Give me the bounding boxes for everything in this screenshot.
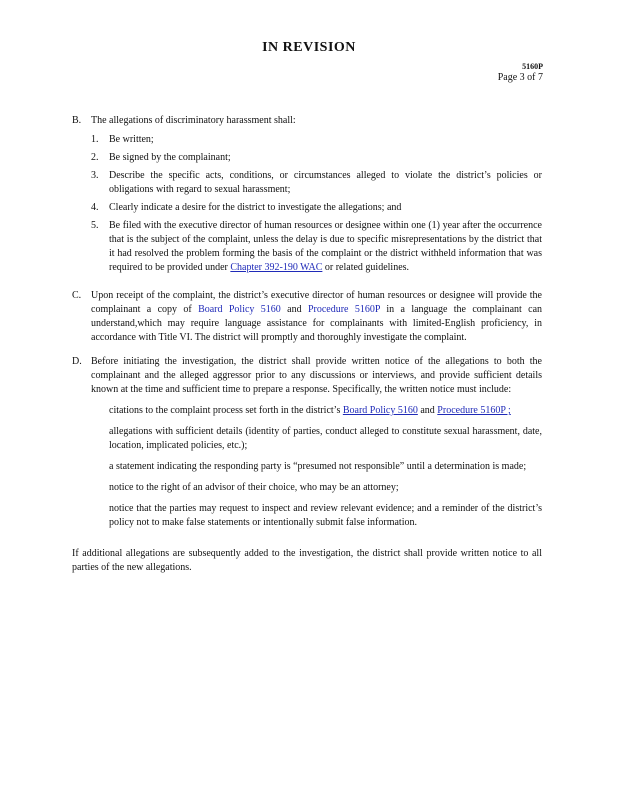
list-item [91, 460, 542, 474]
list-item [91, 169, 542, 197]
procedure-link[interactable]: Procedure 5160P [307, 304, 381, 315]
revision-heading: IN REVISION [262, 40, 356, 55]
list-item [91, 404, 542, 418]
list-item [91, 201, 542, 215]
list-item [91, 502, 542, 530]
notice-contents-list [91, 404, 542, 530]
bullet-icon [91, 481, 109, 495]
requirements-list [91, 133, 542, 275]
list-item [91, 481, 542, 495]
board-policy-link[interactable]: Board Policy 5160 [342, 405, 418, 416]
item-text: allegations with sufficient details (identity of parties, conduct alleged to constitute sexual harassment, date, location, implicated policies, etc.); [109, 426, 542, 451]
item-text: a statement indicating the responding party is “presumed not responsible” until a determination is made; [109, 461, 527, 472]
item-text: Describe the specific acts, conditions, or circumstances alleged to violate the district’s policies or obligations with regard to sexual harassment; [109, 170, 542, 195]
item-text: notice to the right of an advisor of their choice, who may be an attorney; [109, 482, 399, 493]
section-c-text: Upon receipt of the complaint, the district’s executive director of human resources or designee will provide the complainant a copy of [91, 290, 542, 315]
section-label: D. [72, 356, 82, 367]
item-number: 5. [91, 220, 99, 231]
bullet-icon [91, 404, 109, 418]
list-item [91, 133, 542, 147]
conjunction-text: and [287, 304, 302, 315]
section-label: B. [72, 115, 82, 126]
item-text: Be filed with the executive director of human resources or designee within one (1) year after the occurrence that is the subject of the complaint, unless the delay is due to specific misrepresentations by the district that it had resolved the problem forming the basis of the complaint or the district withheld information that was required to be provided under [109, 220, 542, 273]
section-c-text-cont: in a language the complainant can understand,which may require language assistance for complainants with limited-English proficiency, in accordance with Title VI. The district will promptly and thoroughly investigate the complaint. [91, 304, 543, 343]
closing-paragraph: If additional allegations are subsequently added to the investigation, the district shall provide written notice to all parties of the new allegations. [72, 548, 542, 573]
item-text: citations to the complaint process set forth in the district’s [109, 405, 341, 416]
conjunction-text: and [420, 405, 435, 416]
section-d [72, 355, 542, 537]
bullet-icon [91, 502, 109, 530]
item-text-tail: or related guidelines. [324, 262, 410, 273]
document-body [72, 114, 542, 575]
item-number: 1. [91, 134, 99, 145]
item-text: Clearly indicate a desire for the district to investigate the allegations; and [109, 202, 402, 213]
procedure-code: 5160P [522, 62, 543, 71]
wac-chapter-link[interactable]: Chapter 392-190 WAC [230, 262, 323, 273]
board-policy-link[interactable]: Board Policy 5160 [198, 304, 281, 315]
section-b-intro: The allegations of discriminatory harassment shall: [91, 115, 296, 126]
item-number: 4. [91, 202, 99, 213]
bullet-icon [91, 425, 109, 453]
section-c [72, 289, 542, 345]
section-d-intro: Before initiating the investigation, the district shall provide written notice of the allegations to both the complainant and the alleged aggressor prior to any discussions or interviews, and provide sufficient details known at the time and sufficient time to prepare a response. Specifically, the written notice must include: [91, 356, 542, 395]
section-label: C. [72, 290, 82, 301]
item-text: notice that the parties may request to inspect and review relevant evidence; and a reminder of the district’s policy not to make false statements or intentionally submit false information. [109, 503, 542, 528]
item-number: 3. [91, 170, 99, 181]
item-text: Be signed by the complainant; [109, 152, 231, 163]
bullet-icon [91, 460, 109, 474]
item-number: 2. [91, 152, 99, 163]
page-number: Page 3 of 7 [497, 72, 543, 83]
item-text: Be written; [109, 134, 154, 145]
list-item [91, 151, 542, 165]
section-b [72, 114, 542, 279]
list-item [91, 219, 542, 275]
procedure-link[interactable]: Procedure 5160P ; [437, 405, 511, 416]
list-item [91, 425, 542, 453]
